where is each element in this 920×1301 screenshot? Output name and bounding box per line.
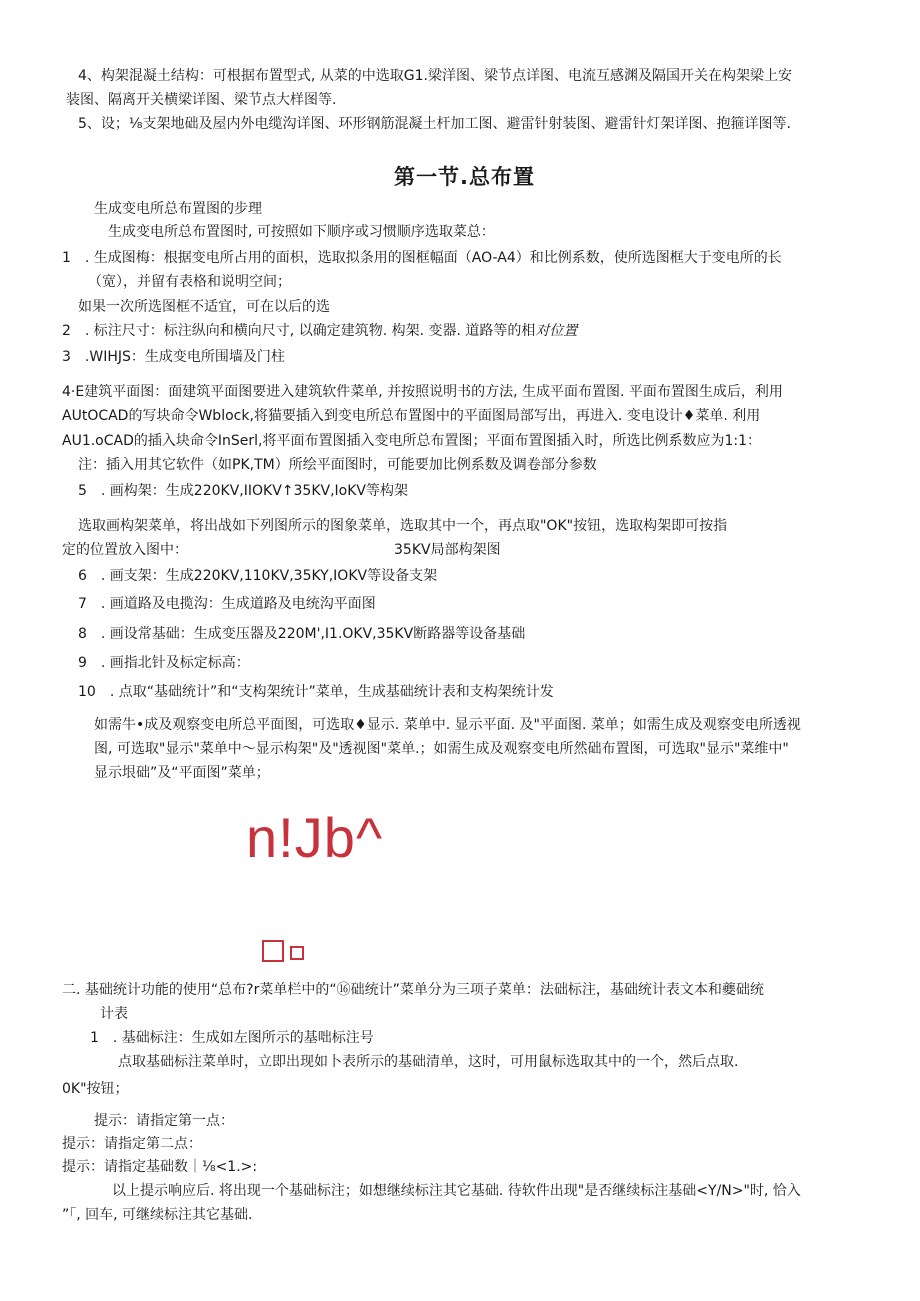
doc-line-35: ”「, 回车, 可继续标注其它基础. [62, 1207, 253, 1223]
doc-line-30: 0K"按钮； [62, 1081, 129, 1097]
doc-line-09-text: 2 . 标注尺寸：标注纵向和横向尺寸, 以确定建筑物. 构架. 变器. 道路等的相 [62, 323, 536, 339]
doc-line-32: 提示：请指定第二点： [62, 1136, 202, 1152]
doc-line-03: 5、设；⅛支架地础及屋内外电缆沟详图、环形钢筋混凝土杆加工图、避雷针射装图、避雷针灯架详图、抱箍详图等. [78, 116, 791, 132]
doc-line-29: 点取基础标注菜单时，立即出现如卜表所示的基础清单，这时，可用鼠标选取其中的一个，然后点取. [118, 1054, 739, 1070]
doc-line-17a: 定的位置放入图中： [62, 542, 188, 558]
doc-line-05: 生成变电所总布置图时, 可按照如下顺序或习惯顺序选取菜总： [108, 224, 495, 240]
doc-line-17b: 35KV局部构架图 [394, 542, 501, 558]
red-box-figure [262, 940, 304, 962]
red-box-large [262, 940, 284, 962]
doc-line-01: 4、构架混凝土结构：可根据布置型式, 从菜的中选取G1.梁洋图、梁节点详图、电流互感渊及隔国开关在构架梁上安 [78, 68, 793, 84]
doc-line-31: 提示：请指定第一点： [94, 1113, 234, 1129]
doc-line-09-italic: 对位置 [535, 323, 578, 339]
doc-line-10: 3 .WIHJS：生成变电所围墙及门柱 [62, 349, 285, 365]
doc-line-33: 提示：请指定基础数｜⅛<1.>: [62, 1159, 258, 1175]
doc-line-06: 1 . 生成图梅：根据变电所占用的面枳，选取拟条用的图框幅面（AO-A4）和比例系数，使所选图框大于变电所的长 [62, 250, 782, 266]
doc-line-11: 4·E建筑平面图：面建筑平面图要进入建筑软件菜单, 并按照说明书的方法, 生成平面布置图. 平面布置图生成后，利用 [62, 384, 783, 400]
red-figure-art: n!Jb^ [246, 806, 384, 869]
doc-line-34: 以上提示响应后. 将出现一个基础标注；如想继续标注其它基础. 待软件出现"是否继续标注基础<Y/N>"时, 恰入 [112, 1183, 801, 1199]
doc-line-25: 显示垠础”及“平面图”菜单； [94, 765, 270, 781]
doc-line-15: 5 . 画构架：生成220KV,IIOKV↑35KV,IoKV等构架 [78, 483, 408, 499]
doc-line-23: 如需牛•成及观察变电所总平面图，可选取♦显示. 菜单中. 显示平面. 及"平面图. 菜单；如需生成及观察变电所透视 [94, 717, 801, 733]
doc-line-02: 装图、隔离开关横梁详图、梁节点大样图等. [66, 92, 337, 108]
doc-line-24: 图, 可选取"显示"菜单中～显示构架"及"透视图"菜单.；如需生成及观察变电所然础布置图，可选取"显示"菜维中" [94, 741, 789, 757]
doc-line-09 [62, 321, 577, 341]
doc-line-27: 计表 [100, 1006, 128, 1022]
doc-line-18: 6 . 画支架：生成220KV,110KV,35KY,IOKV等设备支架 [78, 568, 438, 584]
doc-line-14: 注：插入用其它软件（如PK,TM）所绘平面图时，可能要加比例系数及调卷部分参数 [78, 457, 597, 473]
doc-line-22: 10 . 点取“基础统计”和“支构架统计”菜单，生成基础统计表和支构架统计发 [78, 684, 554, 700]
doc-line-07: （宽），并留有表格和说明空间； [88, 274, 291, 290]
doc-line-26: 二. 基础统计功能的使用“总布?r菜单栏中的“⑯础统计”菜单分为三项子菜单：法础标注，基础统计表文本和夔础统 [62, 982, 764, 998]
doc-line-19: 7 . 画道路及电揽沟：生成道路及电统沟平面图 [78, 596, 376, 612]
section-title: 第一节.总布置 [394, 165, 535, 189]
doc-line-21: 9 . 画指北针及标定标高： [78, 655, 250, 671]
red-box-small [290, 946, 304, 960]
doc-line-20: 8 . 画设常基础：生成变压器及220M',I1.OKV,35KV断路器等设备基础 [78, 626, 526, 642]
doc-line-28: 1 . 基础标注：生成如左图所示的基咄标注号 [90, 1030, 374, 1046]
doc-line-16: 选取画构架菜单，将出战如下列图所示的图象菜单，选取其中一个，再点取"OK"按钮，选取构架即可按指 [78, 518, 728, 534]
doc-line-12: AUtOCAD的写块命令Wbl⁠ock,将猫要插入到变电所总布置图中的平面图局部写出，再进入. 变电设计♦菜单. 利用 [62, 408, 761, 424]
doc-line-04: 生成变电所总布置图的步理 [94, 201, 262, 217]
doc-line-08: 如果一次所选图框不适宜，可在以后的选 [78, 299, 330, 315]
doc-line-13: AU1.oCAD的插入块命令InSerl,将平面布置图插入变电所总布置图；平面布置图插入时，所选比例系数应为1:1： [62, 433, 762, 449]
